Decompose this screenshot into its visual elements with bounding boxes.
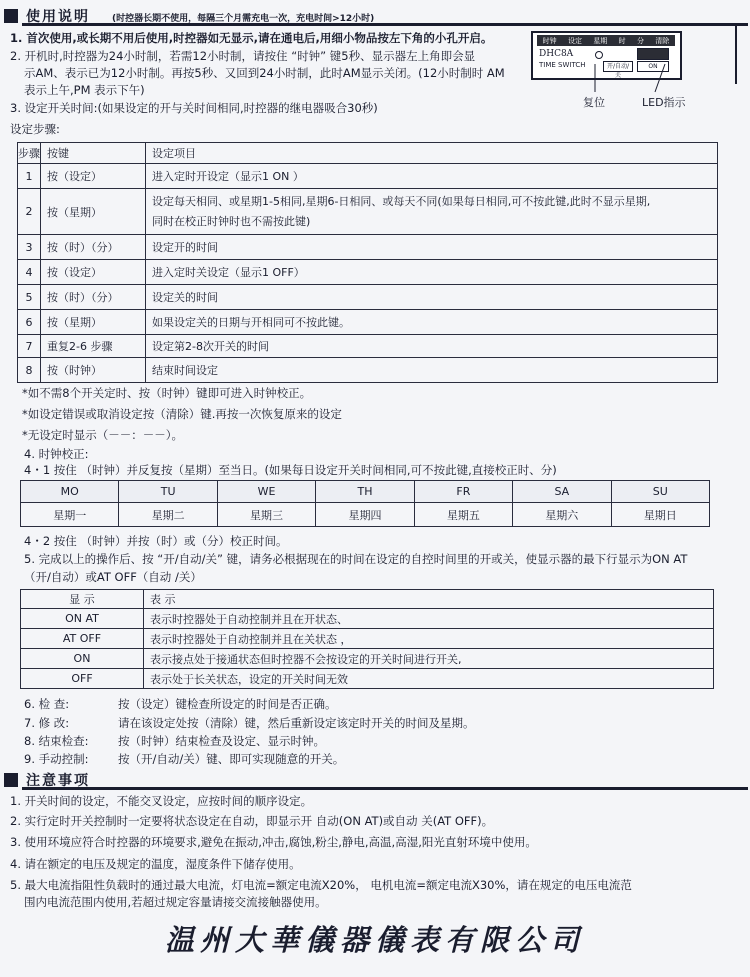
device-on-indicator: ON	[637, 61, 669, 72]
note-line: （开/自动）或AT OFF（自动 /关）	[24, 570, 202, 584]
step-number: 8	[18, 358, 41, 383]
step-key: 按（时钟）	[41, 358, 146, 383]
device-key-strip	[537, 35, 675, 46]
square-bullet-icon	[4, 9, 18, 23]
weekday-en: SA	[513, 481, 611, 503]
table-row	[18, 285, 718, 310]
table-row	[21, 590, 714, 609]
steps-table	[17, 142, 718, 383]
weekday-en: FR	[414, 481, 512, 503]
device-key: 时	[618, 36, 626, 45]
weekday-en: WE	[217, 481, 315, 503]
display-header-cell: 显 示	[21, 590, 144, 609]
item-text: 请在该设定处按（清除）键，然后重新设定该定时开关的时间及星期。	[118, 716, 475, 730]
step-desc-multiline	[146, 189, 718, 235]
device-key: 清除	[655, 36, 670, 45]
device-display	[637, 48, 669, 60]
company-name: 温州大華儀器儀表有限公司	[164, 923, 585, 957]
note-line: *无设定时显示（－－：－－）。	[22, 428, 183, 442]
display-header-cell: 表 示	[144, 590, 714, 609]
table-row	[21, 503, 710, 527]
weekday-cn: 星期三	[217, 503, 315, 527]
note-line: 4・2 按住 （时钟）并按（时）或（分）校正时间。	[24, 534, 288, 548]
step-key: 按（时）（分）	[41, 235, 146, 260]
led-label: LED指示	[642, 96, 686, 109]
usage-line-5: 3. 设定开关时间:(如果设定的开与关时间相同,时控器的继电器吸合30秒)	[10, 101, 378, 115]
display-meaning: 表示时控器处于自动控制并且在开状态、	[144, 609, 714, 629]
item-label: 7. 修 改:	[24, 716, 70, 730]
note-line: *如不需8个开关定时、按（时钟）键即可进入时钟校正。	[22, 386, 312, 400]
step-desc-cont: 同时在校正时钟时也不需按此键)	[152, 214, 311, 228]
step-desc: 设定关的时间	[146, 285, 718, 310]
step-key: 按（星期）	[41, 310, 146, 335]
usage-line-1: 1. 首次使用,或长期不用后使用,时控器如无显示,请在通电后,用细小物品按左下角的小孔开启。	[10, 31, 493, 45]
device-mode-button: 开/自动/关	[603, 61, 633, 72]
steps-header-cell: 按键	[41, 143, 146, 164]
note-line: 4. 时钟校正:	[24, 447, 89, 461]
section-note: (时控器长期不使用，每隔三个月需充电一次，充电时间>12小时)	[112, 14, 375, 24]
weekday-en: TH	[316, 481, 414, 503]
item-label: 9. 手动控制:	[24, 752, 89, 766]
step-number: 3	[18, 235, 41, 260]
reset-hole-icon	[595, 51, 603, 59]
step-desc: 如果设定关的日期与开相同可不按此键。	[146, 310, 718, 335]
steps-title: 设定步骤:	[10, 122, 60, 136]
item-label: 6. 检 查:	[24, 697, 70, 711]
section-rule	[22, 787, 748, 790]
device-switch-text: TIME SWITCH	[539, 61, 586, 69]
table-row	[18, 358, 718, 383]
item-text: 按（设定）键检查所设定的时间是否正确。	[118, 697, 337, 711]
display-meaning: 表示时控器处于自动控制并且在关状态 ，	[144, 629, 714, 649]
weekday-table	[20, 480, 710, 527]
weekday-cn: 星期六	[513, 503, 611, 527]
device-model: DHC8A	[539, 49, 574, 59]
device-key: 设定	[567, 36, 582, 45]
step-number: 6	[18, 310, 41, 335]
note-line: 5. 完成以上的操作后、按 “开/自动/关” 键，请务必根据现在的时间在设定的自控时间里的开或关，使显示器的最下行显示为ON AT	[24, 552, 688, 566]
display-table	[20, 589, 714, 689]
step-desc: 进入定时开设定（显示1 ON ）	[146, 164, 718, 189]
step-key: 按（时）（分）	[41, 285, 146, 310]
display-code: ON	[21, 649, 144, 669]
step-desc: 设定每天相同、或星期1-5相同,星期6-日相同、或每天不同(如果每日相同,可不按此键,此时不显示星期,	[152, 194, 651, 208]
table-row	[18, 235, 718, 260]
table-row	[21, 609, 714, 629]
caution-line: 1. 开关时间的设定，不能交叉设定，应按时间的顺序设定。	[10, 794, 313, 808]
device-key: 分	[636, 36, 644, 45]
item-text: 按（开/自动/关）键、即可实现随意的开关。	[118, 752, 345, 766]
usage-line-2: 2. 开机时,时控器为24小时制，若需12小时制，请按住 “时钟” 键5秒、显示器左上角即会显	[10, 49, 476, 63]
display-code: ON AT	[21, 609, 144, 629]
weekday-cn: 星期二	[119, 503, 217, 527]
display-meaning: 表示处于长关状态，设定的开关时间无效	[144, 669, 714, 689]
caution-line: 3. 使用环境应符合时控器的环境要求,避免在振动,冲击,腐蚀,粉尘,静电,高温,高湿,阳光直射环境中使用。	[10, 835, 537, 849]
table-row	[21, 629, 714, 649]
note-line: *如设定错误或取消设定按（清除）键.再按一次恢复原来的设定	[22, 407, 342, 421]
step-desc: 进入定时关设定（显示1 OFF）	[146, 260, 718, 285]
section-title: 注意事项	[26, 773, 90, 789]
note-line: 4・1 按住 （时钟）并反复按（星期）至当日。(如果每日设定开关时间相同,可不按此键,直接校正时、分)	[24, 463, 557, 477]
caution-line: 5. 最大电流指阻性负载时的通过最大电流，灯电流=额定电流X20%， 电机电流=额定电流X30%，请在规定的电压电流范	[10, 878, 632, 892]
step-desc: 结束时间设定	[146, 358, 718, 383]
step-number: 2	[18, 189, 41, 235]
usage-line-4: 表示上午,PM 表示下午)	[24, 83, 145, 97]
section-header-notes	[0, 770, 750, 790]
weekday-en: SU	[611, 481, 709, 503]
step-desc: 设定第2-8次开关的时间	[146, 335, 718, 358]
square-bullet-icon	[4, 773, 18, 787]
step-key: 按（星期）	[41, 189, 146, 235]
step-desc: 设定开的时间	[146, 235, 718, 260]
weekday-cn: 星期五	[414, 503, 512, 527]
display-code: AT OFF	[21, 629, 144, 649]
table-row	[18, 164, 718, 189]
table-row	[21, 649, 714, 669]
display-code: OFF	[21, 669, 144, 689]
reset-label: 复位	[583, 96, 605, 109]
table-row	[21, 481, 710, 503]
caution-line: 2. 实行定时开关控制时一定要将状态设定在自动，即显示开 自动(ON AT)或自动 关(AT OFF)。	[10, 814, 494, 828]
step-key: 重复2-6 步骤	[41, 335, 146, 358]
table-row	[18, 310, 718, 335]
table-row	[21, 669, 714, 689]
item-label: 8. 结束检查:	[24, 734, 89, 748]
table-row	[18, 260, 718, 285]
table-row	[18, 335, 718, 358]
section-rule	[22, 23, 748, 26]
item-text: 按（时钟）结束检查及设定、显示时钟。	[118, 734, 325, 748]
step-number: 7	[18, 335, 41, 358]
device-key: 星期	[593, 36, 608, 45]
section-header-usage	[0, 6, 750, 26]
table-row	[18, 189, 718, 235]
weekday-en: MO	[21, 481, 119, 503]
steps-header-cell: 设定项目	[146, 143, 718, 164]
steps-header-cell: 步骤	[18, 143, 41, 164]
step-number: 5	[18, 285, 41, 310]
weekday-cn: 星期日	[611, 503, 709, 527]
weekday-cn: 星期一	[21, 503, 119, 527]
device-key: 时钟	[542, 36, 557, 45]
caution-line: 4. 请在额定的电压及规定的温度，湿度条件下储存使用。	[10, 857, 301, 871]
device-edge	[735, 24, 750, 84]
weekday-cn: 星期四	[316, 503, 414, 527]
weekday-en: TU	[119, 481, 217, 503]
caution-line: 围内电流范围内使用,若超过规定容量请接交流接触器使用。	[24, 895, 327, 909]
display-meaning: 表示接点处于接通状态但时控器不会按设定的开关时间进行开关,	[144, 649, 714, 669]
section-title: 使用说明	[26, 9, 90, 25]
step-number: 4	[18, 260, 41, 285]
usage-line-3: 示AM、表示已为12小时制。再按5秒、又回到24小时制，此时AM显示关闭。(12小时制时 AM	[24, 66, 505, 80]
step-key: 按（设定）	[41, 260, 146, 285]
step-number: 1	[18, 164, 41, 189]
step-key: 按（设定）	[41, 164, 146, 189]
